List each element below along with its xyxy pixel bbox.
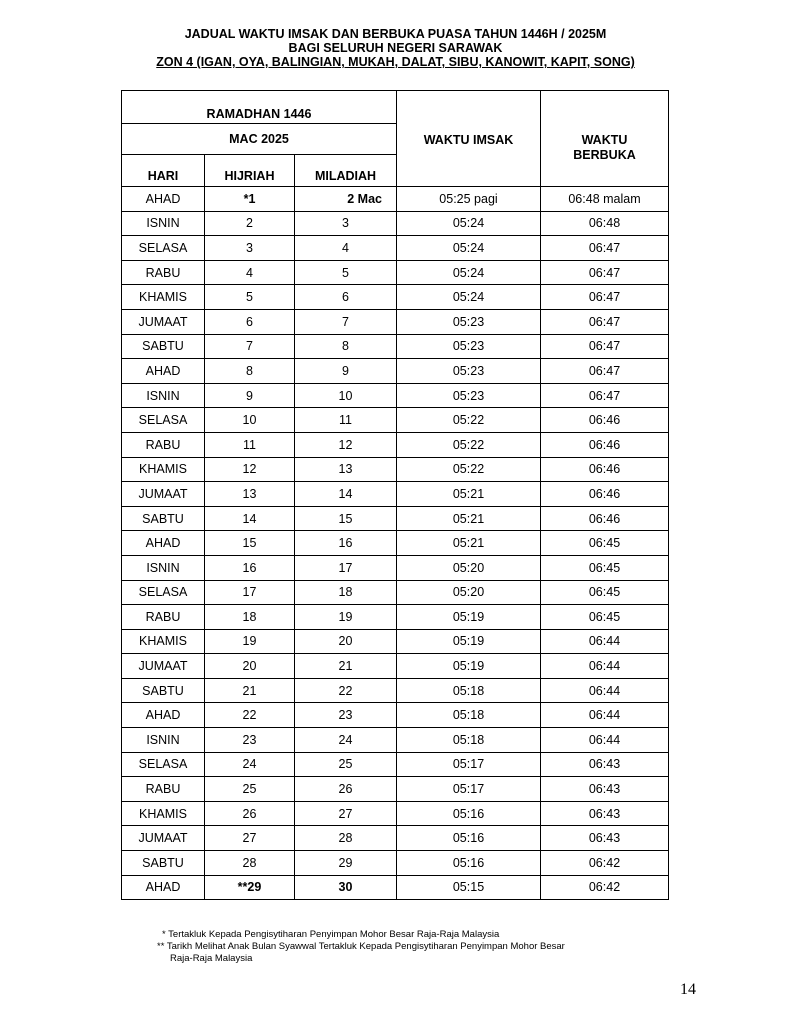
hari-cell: SABTU xyxy=(122,851,205,876)
hari-column-header: HARI xyxy=(122,155,205,187)
table-row xyxy=(122,285,669,310)
hijriah-cell: 5 xyxy=(205,285,295,310)
hijriah-cell: 23 xyxy=(205,728,295,753)
miladiah-cell: 7 xyxy=(295,309,397,334)
hari-cell: JUMAAT xyxy=(122,482,205,507)
berbuka-cell: 06:42 xyxy=(541,875,669,900)
table-row xyxy=(122,678,669,703)
berbuka-cell: 06:47 xyxy=(541,285,669,310)
miladiah-cell: 15 xyxy=(295,506,397,531)
hari-cell: JUMAAT xyxy=(122,826,205,851)
miladiah-cell: 12 xyxy=(295,432,397,457)
hijriah-cell: 13 xyxy=(205,482,295,507)
berbuka-cell: 06:47 xyxy=(541,236,669,261)
hari-cell: SABTU xyxy=(122,334,205,359)
miladiah-cell: 19 xyxy=(295,605,397,630)
imsak-cell: 05:21 xyxy=(397,506,541,531)
page-number: 14 xyxy=(680,981,696,998)
miladiah-cell: 23 xyxy=(295,703,397,728)
miladiah-cell: 10 xyxy=(295,383,397,408)
miladiah-cell: 13 xyxy=(295,457,397,482)
table-row xyxy=(122,875,669,900)
berbuka-header-line2: BERBUKA xyxy=(573,148,636,162)
header-zone: ZON 4 (IGAN, OYA, BALINGIAN, MUKAH, DALAT, SIBU, KANOWIT, KAPIT, SONG) xyxy=(156,55,635,69)
berbuka-cell: 06:46 xyxy=(541,506,669,531)
imsak-cell: 05:24 xyxy=(397,236,541,261)
imsak-cell: 05:23 xyxy=(397,334,541,359)
hijriah-cell: 18 xyxy=(205,605,295,630)
table-row xyxy=(122,605,669,630)
berbuka-cell: 06:43 xyxy=(541,777,669,802)
table-row xyxy=(122,482,669,507)
hari-cell: KHAMIS xyxy=(122,801,205,826)
imsak-cell: 05:23 xyxy=(397,383,541,408)
miladiah-cell: 24 xyxy=(295,728,397,753)
berbuka-cell: 06:43 xyxy=(541,826,669,851)
miladiah-cell: 30 xyxy=(295,875,397,900)
hari-cell: KHAMIS xyxy=(122,457,205,482)
berbuka-cell: 06:48 malam xyxy=(541,187,669,212)
table-row xyxy=(122,531,669,556)
imsak-cell: 05:21 xyxy=(397,531,541,556)
miladiah-cell: 21 xyxy=(295,654,397,679)
berbuka-cell: 06:46 xyxy=(541,432,669,457)
imsak-column-header: WAKTU IMSAK xyxy=(397,91,541,187)
hijriah-cell: **29 xyxy=(205,875,295,900)
hijriah-cell: 15 xyxy=(205,531,295,556)
imsak-cell: 05:22 xyxy=(397,457,541,482)
imsak-cell: 05:18 xyxy=(397,678,541,703)
table-row xyxy=(122,752,669,777)
imsak-cell: 05:20 xyxy=(397,555,541,580)
hijriah-cell: 22 xyxy=(205,703,295,728)
berbuka-cell: 06:47 xyxy=(541,359,669,384)
berbuka-cell: 06:47 xyxy=(541,334,669,359)
miladiah-cell: 20 xyxy=(295,629,397,654)
hari-cell: RABU xyxy=(122,432,205,457)
hijriah-cell: 9 xyxy=(205,383,295,408)
hari-cell: AHAD xyxy=(122,359,205,384)
miladiah-cell: 27 xyxy=(295,801,397,826)
table-row xyxy=(122,826,669,851)
berbuka-cell: 06:45 xyxy=(541,531,669,556)
hari-cell: RABU xyxy=(122,260,205,285)
hari-cell: SABTU xyxy=(122,506,205,531)
miladiah-cell: 14 xyxy=(295,482,397,507)
hari-cell: ISNIN xyxy=(122,383,205,408)
table-row xyxy=(122,260,669,285)
hari-cell: JUMAAT xyxy=(122,309,205,334)
imsak-cell: 05:22 xyxy=(397,432,541,457)
imsak-cell: 05:24 xyxy=(397,211,541,236)
hari-cell: AHAD xyxy=(122,875,205,900)
miladiah-cell: 16 xyxy=(295,531,397,556)
document-header xyxy=(0,27,791,69)
hari-cell: ISNIN xyxy=(122,555,205,580)
table-row xyxy=(122,777,669,802)
imsak-cell: 05:19 xyxy=(397,629,541,654)
imsak-cell: 05:22 xyxy=(397,408,541,433)
hari-cell: AHAD xyxy=(122,703,205,728)
miladiah-cell: 29 xyxy=(295,851,397,876)
miladiah-cell: 8 xyxy=(295,334,397,359)
miladiah-cell: 6 xyxy=(295,285,397,310)
miladiah-cell: 18 xyxy=(295,580,397,605)
hari-cell: SELASA xyxy=(122,408,205,433)
hijriah-cell: 17 xyxy=(205,580,295,605)
hari-cell: AHAD xyxy=(122,187,205,212)
imsak-cell: 05:19 xyxy=(397,605,541,630)
hijriah-cell: 19 xyxy=(205,629,295,654)
miladiah-cell: 26 xyxy=(295,777,397,802)
hijriah-cell: 20 xyxy=(205,654,295,679)
table-row xyxy=(122,187,669,212)
table-row xyxy=(122,555,669,580)
footnotes xyxy=(157,929,565,965)
table-row xyxy=(122,309,669,334)
miladiah-column-header: MILADIAH xyxy=(295,155,397,187)
berbuka-cell: 06:44 xyxy=(541,678,669,703)
ramadhan-heading: RAMADHAN 1446 xyxy=(122,91,397,124)
berbuka-cell: 06:48 xyxy=(541,211,669,236)
hari-cell: KHAMIS xyxy=(122,629,205,654)
imsak-cell: 05:17 xyxy=(397,752,541,777)
imsak-cell: 05:23 xyxy=(397,309,541,334)
hijriah-cell: 16 xyxy=(205,555,295,580)
berbuka-column-header xyxy=(541,91,669,187)
imsak-cell: 05:18 xyxy=(397,703,541,728)
table-row xyxy=(122,629,669,654)
hari-cell: AHAD xyxy=(122,531,205,556)
hari-cell: KHAMIS xyxy=(122,285,205,310)
berbuka-cell: 06:44 xyxy=(541,703,669,728)
miladiah-cell: 4 xyxy=(295,236,397,261)
berbuka-cell: 06:42 xyxy=(541,851,669,876)
hari-cell: ISNIN xyxy=(122,211,205,236)
footnote-2-continued: Raja-Raja Malaysia xyxy=(170,953,253,964)
hari-cell: SELASA xyxy=(122,236,205,261)
table-row xyxy=(122,457,669,482)
hari-cell: SABTU xyxy=(122,678,205,703)
footnote-1: * Tertakluk Kepada Pengisytiharan Penyimpan Mohor Besar Raja-Raja Malaysia xyxy=(162,929,500,940)
hijriah-cell: 8 xyxy=(205,359,295,384)
table-row xyxy=(122,851,669,876)
hari-cell: SELASA xyxy=(122,752,205,777)
schedule-body xyxy=(122,187,669,900)
hijriah-column-header: HIJRIAH xyxy=(205,155,295,187)
berbuka-cell: 06:47 xyxy=(541,260,669,285)
header-title: JADUAL WAKTU IMSAK DAN BERBUKA PUASA TAHUN 1446H / 2025M xyxy=(184,27,607,41)
miladiah-cell: 11 xyxy=(295,408,397,433)
hijriah-cell: 11 xyxy=(205,432,295,457)
header-subtitle: BAGI SELURUH NEGERI SARAWAK xyxy=(288,41,503,55)
berbuka-cell: 06:46 xyxy=(541,482,669,507)
hari-cell: ISNIN xyxy=(122,728,205,753)
hijriah-cell: 10 xyxy=(205,408,295,433)
miladiah-cell: 28 xyxy=(295,826,397,851)
hari-cell: SELASA xyxy=(122,580,205,605)
hijriah-cell: 2 xyxy=(205,211,295,236)
miladiah-cell: 9 xyxy=(295,359,397,384)
hijriah-cell: 7 xyxy=(205,334,295,359)
hijriah-cell: *1 xyxy=(205,187,295,212)
miladiah-cell: 3 xyxy=(295,211,397,236)
berbuka-cell: 06:44 xyxy=(541,654,669,679)
imsak-cell: 05:17 xyxy=(397,777,541,802)
hijriah-cell: 26 xyxy=(205,801,295,826)
berbuka-cell: 06:46 xyxy=(541,408,669,433)
miladiah-cell: 22 xyxy=(295,678,397,703)
hijriah-cell: 14 xyxy=(205,506,295,531)
hijriah-cell: 25 xyxy=(205,777,295,802)
imsak-cell: 05:18 xyxy=(397,728,541,753)
table-row xyxy=(122,236,669,261)
imsak-cell: 05:16 xyxy=(397,801,541,826)
imsak-cell: 05:20 xyxy=(397,580,541,605)
berbuka-cell: 06:45 xyxy=(541,580,669,605)
imsak-cell: 05:23 xyxy=(397,359,541,384)
table-row xyxy=(122,408,669,433)
imsak-cell: 05:19 xyxy=(397,654,541,679)
table-row xyxy=(122,801,669,826)
berbuka-cell: 06:43 xyxy=(541,801,669,826)
berbuka-cell: 06:45 xyxy=(541,555,669,580)
schedule-table xyxy=(121,90,669,900)
berbuka-cell: 06:44 xyxy=(541,629,669,654)
berbuka-cell: 06:47 xyxy=(541,309,669,334)
hijriah-cell: 28 xyxy=(205,851,295,876)
hijriah-cell: 6 xyxy=(205,309,295,334)
miladiah-cell: 25 xyxy=(295,752,397,777)
table-row xyxy=(122,383,669,408)
table-row xyxy=(122,703,669,728)
footnote-2: ** Tarikh Melihat Anak Bulan Syawwal Tertakluk Kepada Pengisytiharan Penyimpan Mohor Besar xyxy=(157,941,565,952)
table-row xyxy=(122,728,669,753)
miladiah-cell: 5 xyxy=(295,260,397,285)
berbuka-cell: 06:45 xyxy=(541,605,669,630)
hijriah-cell: 24 xyxy=(205,752,295,777)
imsak-cell: 05:24 xyxy=(397,260,541,285)
imsak-cell: 05:25 pagi xyxy=(397,187,541,212)
imsak-cell: 05:16 xyxy=(397,851,541,876)
hari-cell: RABU xyxy=(122,605,205,630)
imsak-cell: 05:16 xyxy=(397,826,541,851)
table-row xyxy=(122,334,669,359)
table-row xyxy=(122,506,669,531)
imsak-cell: 05:24 xyxy=(397,285,541,310)
table-row xyxy=(122,432,669,457)
berbuka-cell: 06:46 xyxy=(541,457,669,482)
imsak-cell: 05:15 xyxy=(397,875,541,900)
berbuka-cell: 06:47 xyxy=(541,383,669,408)
table-row xyxy=(122,211,669,236)
berbuka-cell: 06:44 xyxy=(541,728,669,753)
table-row xyxy=(122,359,669,384)
table-row xyxy=(122,654,669,679)
hijriah-cell: 3 xyxy=(205,236,295,261)
month-heading: MAC 2025 xyxy=(122,124,397,155)
hijriah-cell: 27 xyxy=(205,826,295,851)
hijriah-cell: 12 xyxy=(205,457,295,482)
imsak-cell: 05:21 xyxy=(397,482,541,507)
berbuka-header-line1: WAKTU xyxy=(581,133,628,147)
miladiah-cell: 2 Mac xyxy=(295,187,397,212)
hari-cell: JUMAAT xyxy=(122,654,205,679)
table-row xyxy=(122,580,669,605)
hari-cell: RABU xyxy=(122,777,205,802)
miladiah-cell: 17 xyxy=(295,555,397,580)
hijriah-cell: 4 xyxy=(205,260,295,285)
berbuka-cell: 06:43 xyxy=(541,752,669,777)
hijriah-cell: 21 xyxy=(205,678,295,703)
